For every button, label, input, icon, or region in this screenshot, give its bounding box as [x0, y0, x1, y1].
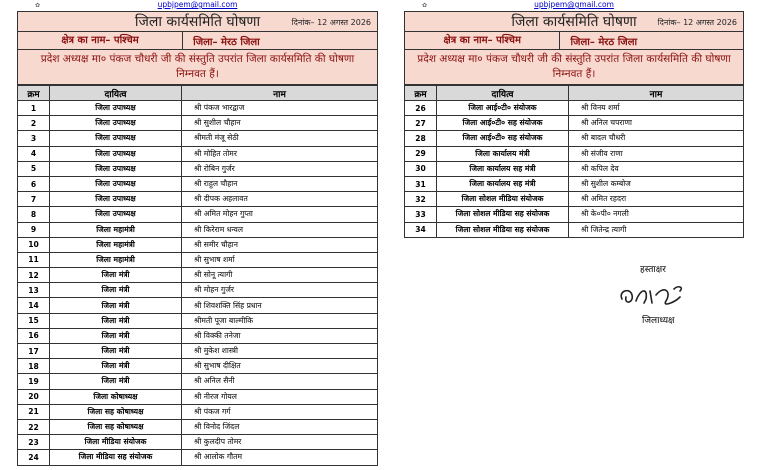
region-district-right: जिला– मेरठ जिला [570, 36, 638, 48]
table-row [18, 101, 378, 116]
row-number: 9 [18, 222, 50, 237]
row-number: 27 [405, 116, 437, 131]
row-number: 17 [18, 344, 50, 359]
email-link[interactable]: upbjpem@gmail.com [157, 0, 238, 9]
table-row [405, 116, 744, 131]
row-role: जिला आई०टी० संयोजक [437, 101, 569, 116]
row-number: 16 [18, 328, 50, 343]
table-row [18, 389, 378, 404]
row-name: श्री अमित मोहन गुप्ता [182, 207, 378, 222]
row-name: श्री पंकज भारद्वाज [182, 101, 378, 116]
logo-mark-icon: ✿ [35, 2, 41, 9]
row-name: श्री मोहित तोमर [182, 146, 378, 161]
row-name: श्रीमती पूजा बाल्मीकि [182, 313, 378, 328]
table-row [18, 283, 378, 298]
row-number: 10 [18, 237, 50, 252]
row-number: 33 [405, 207, 437, 222]
table-row [18, 268, 378, 283]
row-name: श्री किरेराम धन्वल [182, 222, 378, 237]
header-name: नाम [182, 86, 378, 101]
table-header-row [18, 86, 378, 101]
row-role: जिला उपाध्यक्ष [50, 176, 182, 191]
signature-role: जिलाध्यक्ष [642, 316, 675, 326]
row-name: श्री सुभाष शर्मा [182, 252, 378, 267]
row-name: श्री विनय शर्मा [569, 101, 744, 116]
row-number: 30 [405, 161, 437, 176]
date-text-right: दिनांक– 12 अगस्त 2026 [657, 18, 737, 27]
row-number: 31 [405, 176, 437, 191]
row-role: जिला उपाध्यक्ष [50, 131, 182, 146]
table-row [405, 131, 744, 146]
row-name: श्री सोनू त्यागी [182, 268, 378, 283]
row-number: 26 [405, 101, 437, 116]
table-row [405, 192, 744, 207]
right-panel [404, 0, 744, 238]
region-district: जिला– मेरठ जिला [193, 36, 260, 48]
left-panel [17, 0, 378, 466]
row-role: जिला मंत्री [50, 359, 182, 374]
table-row [18, 161, 378, 176]
row-role: जिला कार्यालय सह मंत्री [437, 161, 569, 176]
row-number: 5 [18, 161, 50, 176]
table-row [18, 419, 378, 434]
table-row [18, 328, 378, 343]
row-role: जिला मंत्री [50, 344, 182, 359]
table-row [18, 313, 378, 328]
table-row [18, 222, 378, 237]
row-name: श्री पंकज गर्ग [182, 404, 378, 419]
table-row [18, 131, 378, 146]
row-number: 20 [18, 389, 50, 404]
row-number: 3 [18, 131, 50, 146]
row-name: श्री कपिल देव [569, 161, 744, 176]
table-row [18, 435, 378, 450]
row-number: 24 [18, 450, 50, 465]
row-role: जिला सह कोषाध्यक्ष [50, 419, 182, 434]
row-number: 32 [405, 192, 437, 207]
table-row [18, 374, 378, 389]
table-row [18, 252, 378, 267]
row-role: जिला मंत्री [50, 374, 182, 389]
members-table-left [17, 85, 378, 466]
row-role: जिला मंत्री [50, 283, 182, 298]
row-role: जिला मीडिया संयोजक [50, 435, 182, 450]
row-role: जिला आई०टी० सह संयोजक [437, 131, 569, 146]
row-name: श्रीमती मंजू सेठी [182, 131, 378, 146]
row-role: जिला कार्यालय सह मंत्री [437, 176, 569, 191]
row-role: जिला मंत्री [50, 313, 182, 328]
row-name: श्री के०पी० नगली [569, 207, 744, 222]
notice-text-right: प्रदेश अध्यक्ष मा० पंकज चौधरी जी की संस्तुति उपरांत जिला कार्यसमिति की घोषणा निम्नवत हैं। [404, 50, 744, 85]
row-name: श्री शिवशक्ति सिंह प्रधान [182, 298, 378, 313]
row-number: 6 [18, 176, 50, 191]
row-name: श्री जितेन्द्र त्यागी [569, 222, 744, 237]
table-row [405, 207, 744, 222]
row-number: 13 [18, 283, 50, 298]
members-table-right [404, 85, 744, 238]
table-row [18, 207, 378, 222]
row-name: श्री रोबिन गुर्जर [182, 161, 378, 176]
signature-scribble-icon [614, 281, 694, 311]
row-name: श्री कुलदीप तोमर [182, 435, 378, 450]
row-number: 1 [18, 101, 50, 116]
header-name-right: नाम [569, 86, 744, 101]
row-role: जिला सोशल मीडिया सह संयोजक [437, 222, 569, 237]
row-role: जिला मीडिया सह संयोजक [50, 450, 182, 465]
date-text: दिनांक– 12 अगस्त 2026 [291, 18, 371, 27]
title-row-right [404, 11, 744, 32]
row-role: जिला महामंत्री [50, 222, 182, 237]
header-num: क्रम [18, 86, 50, 101]
table-row [405, 161, 744, 176]
row-number: 23 [18, 435, 50, 450]
header-role-right: दायित्व [437, 86, 569, 101]
row-number: 15 [18, 313, 50, 328]
row-role: जिला कोषाध्यक्ष [50, 389, 182, 404]
table-row [18, 237, 378, 252]
row-name: श्री संजीव राणा [569, 146, 744, 161]
notice-text: प्रदेश अध्यक्ष मा० पंकज चौधरी जी की संस्तुति उपरांत जिला कार्यसमिति की घोषणा निम्नवत हैं। [17, 50, 378, 85]
row-name: श्री विक्की तनेजा [182, 328, 378, 343]
table-row [405, 146, 744, 161]
row-name: श्री मोहन गुर्जर [182, 283, 378, 298]
row-name: श्री अनिल सैनी [182, 374, 378, 389]
row-name: श्री विनोद जिंदल [182, 419, 378, 434]
region-row-right [404, 32, 744, 50]
header-num-right: क्रम [405, 86, 437, 101]
title-row [17, 11, 378, 32]
row-number: 19 [18, 374, 50, 389]
row-role: जिला मंत्री [50, 328, 182, 343]
row-role: जिला कार्यालय मंत्री [437, 146, 569, 161]
row-number: 4 [18, 146, 50, 161]
table-header-row-right [405, 86, 744, 101]
row-name: श्री समीर चौहान [182, 237, 378, 252]
row-number: 34 [405, 222, 437, 237]
email-line [17, 0, 378, 11]
row-number: 7 [18, 192, 50, 207]
table-row [18, 116, 378, 131]
row-role: जिला मंत्री [50, 298, 182, 313]
row-role: जिला उपाध्यक्ष [50, 207, 182, 222]
table-row [18, 404, 378, 419]
row-name: श्री मुकेश शास्त्री [182, 344, 378, 359]
row-number: 21 [18, 404, 50, 419]
row-role: जिला सोशल मीडिया सह संयोजक [437, 207, 569, 222]
header-role: दायित्व [50, 86, 182, 101]
row-role: जिला महामंत्री [50, 237, 182, 252]
row-name: श्री बादल चौधरी [569, 131, 744, 146]
row-role: जिला आई०टी० सह संयोजक [437, 116, 569, 131]
table-row [405, 176, 744, 191]
row-role: जिला उपाध्यक्ष [50, 116, 182, 131]
region-area-right: क्षेत्र का नाम– पश्चिम [405, 32, 560, 49]
row-name: श्री अनिल चपराणा [569, 116, 744, 131]
row-role: जिला महामंत्री [50, 252, 182, 267]
table-row [405, 101, 744, 116]
row-number: 12 [18, 268, 50, 283]
row-name: श्री अमित रहदरा [569, 192, 744, 207]
row-number: 28 [405, 131, 437, 146]
row-name: श्री सुभाष दीक्षित [182, 359, 378, 374]
email-link-right[interactable]: upbjpem@gmail.com [534, 0, 614, 9]
row-number: 18 [18, 359, 50, 374]
row-name: श्री आलोक गौतम [182, 450, 378, 465]
row-role: जिला मंत्री [50, 268, 182, 283]
table-row [18, 146, 378, 161]
table-row [18, 450, 378, 465]
row-role: जिला उपाध्यक्ष [50, 146, 182, 161]
row-role: जिला सह कोषाध्यक्ष [50, 404, 182, 419]
table-row [405, 222, 744, 237]
page-title-right: जिला कार्यसमिति घोषणा [511, 14, 637, 30]
table-row [18, 192, 378, 207]
table-row [18, 176, 378, 191]
row-name: श्री नीरज गोयल [182, 389, 378, 404]
row-number: 14 [18, 298, 50, 313]
signature-label: हस्ताक्षर [640, 265, 666, 275]
row-number: 22 [18, 419, 50, 434]
row-number: 8 [18, 207, 50, 222]
row-name: श्री दीपक अहलावत [182, 192, 378, 207]
row-number: 2 [18, 116, 50, 131]
row-name: श्री राहुल चौहान [182, 176, 378, 191]
row-name: श्री सुशील चौहान [182, 116, 378, 131]
logo-mark-icon-right: ✿ [422, 2, 428, 9]
table-row [18, 344, 378, 359]
email-line-right [404, 0, 744, 11]
row-number: 11 [18, 252, 50, 267]
row-number: 29 [405, 146, 437, 161]
row-name: श्री सुशील कम्बोज [569, 176, 744, 191]
region-row [17, 32, 378, 50]
table-row [18, 359, 378, 374]
row-role: जिला उपाध्यक्ष [50, 161, 182, 176]
page-title: जिला कार्यसमिति घोषणा [134, 14, 261, 30]
row-role: जिला उपाध्यक्ष [50, 192, 182, 207]
row-role: जिला सोशल मीडिया संयोजक [437, 192, 569, 207]
table-row [18, 298, 378, 313]
row-role: जिला उपाध्यक्ष [50, 101, 182, 116]
signature-block [610, 262, 720, 326]
region-area: क्षेत्र का नाम– पश्चिम [18, 32, 183, 49]
